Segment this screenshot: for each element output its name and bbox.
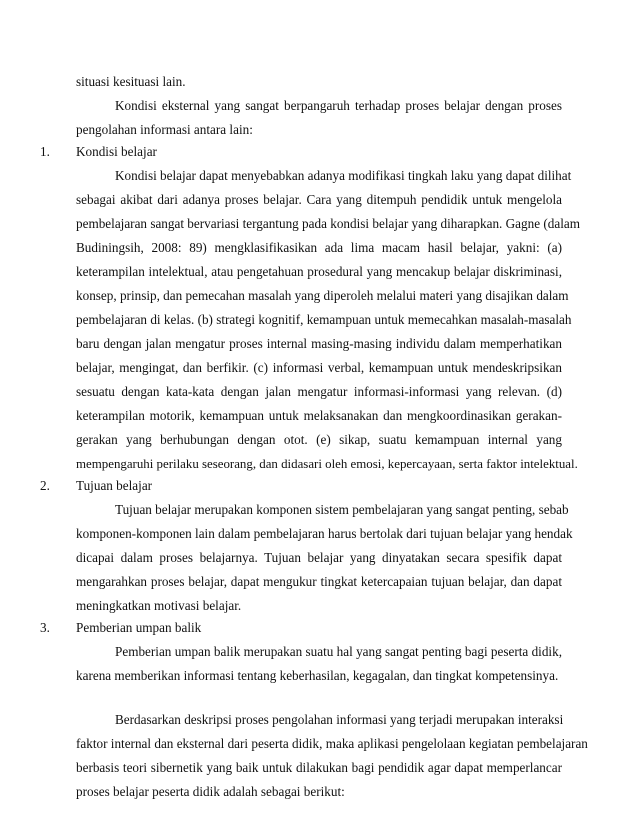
paragraph-line: keterampilan intelektual, atau pengetahuan prosedural yang mencakup belajar diskriminasi, bbox=[76, 264, 562, 279]
intro-line: pengolahan informasi antara lain: bbox=[76, 122, 253, 137]
closing-line: proses belajar peserta didik adalah sebagai berikut: bbox=[76, 784, 345, 799]
list-number: 1. bbox=[40, 144, 50, 159]
paragraph-line: sebagai akibat dari adanya proses belajar. Cara yang ditempuh pendidik untuk mengelola bbox=[76, 192, 562, 207]
paragraph-line: Budiningsih, 2008: 89) mengklasifikasikan ada lima macam hasil belajar, yakni: (a) bbox=[76, 240, 562, 255]
closing-line: faktor internal dan eksternal dari peserta didik, maka aplikasi pengelolaan kegiatan pembelajaran bbox=[76, 736, 588, 751]
closing-line: Berdasarkan deskripsi proses pengolahan informasi yang terjadi merupakan interaksi bbox=[115, 712, 564, 727]
paragraph-line: gerakan yang berhubungan dengan otot. (e) sikap, suatu kemampuan internal yang bbox=[76, 432, 562, 447]
section-heading: Tujuan belajar bbox=[76, 478, 153, 493]
paragraph-line: Tujuan belajar merupakan komponen sistem pembelajaran yang sangat penting, sebab bbox=[115, 502, 569, 517]
paragraph-line: sesuatu dengan kata-kata dengan jalan mengatur informasi-informasi yang relevan. (d) bbox=[76, 384, 562, 399]
paragraph-line: pembelajaran sangat bervariasi tergantung pada kondisi belajar yang diharapkan. Gagne (dalam bbox=[76, 216, 580, 231]
paragraph-line: komponen-komponen lain dalam pembelajaran harus bertolak dari tujuan belajar yang hendak bbox=[76, 526, 573, 541]
paragraph-line: Pemberian umpan balik merupakan suatu hal yang sangat penting bagi peserta didik, bbox=[115, 644, 562, 659]
paragraph-line: meningkatkan motivasi belajar. bbox=[76, 598, 242, 613]
paragraph-line: konsep, prinsip, dan pemecahan masalah yang diperoleh melalui materi yang disajikan dalam bbox=[76, 288, 569, 303]
paragraph-line: mempengaruhi perilaku seseorang, dan didasari oleh emosi, kepercayaan, serta faktor intelektual. bbox=[76, 457, 578, 471]
closing-line: berbasis teori sibernetik yang baik untuk dilakukan bagi pendidik agar dapat memperlancar bbox=[76, 760, 562, 775]
paragraph-line: dicapai dalam proses belajarnya. Tujuan belajar yang dinyatakan secara spesifik dapat bbox=[76, 550, 562, 565]
paragraph-line: pembelajaran di kelas. (b) strategi kognitif, kemampuan untuk memecahkan masalah-masalah bbox=[76, 312, 572, 327]
paragraph-line: belajar, mengingat, dan berfikir. (c) informasi verbal, kemampuan untuk mendeskripsikan bbox=[76, 360, 562, 375]
paragraph-line: Kondisi belajar dapat menyebabkan adanya modifikasi tingkah laku yang dapat dilihat bbox=[115, 168, 572, 183]
list-number: 2. bbox=[40, 478, 50, 493]
paragraph-line: keterampilan motorik, kemampuan untuk melaksanakan dan mengkoordinasikan gerakan- bbox=[76, 408, 562, 423]
section-heading: Kondisi belajar bbox=[76, 144, 157, 159]
paragraph-line: baru dengan jalan mengatur proses internal masing-masing individu dalam memperhatikan bbox=[76, 336, 562, 351]
paragraph-line: mengarahkan proses belajar, dapat mengukur tingkat ketercapaian tujuan belajar, dan dapat bbox=[76, 574, 562, 589]
list-number: 3. bbox=[40, 620, 50, 635]
intro-line: situasi kesituasi lain. bbox=[76, 74, 186, 89]
section-heading: Pemberian umpan balik bbox=[76, 620, 202, 635]
intro-paragraph-line: Kondisi eksternal yang sangat berpangaruh terhadap proses belajar dengan proses bbox=[115, 98, 562, 113]
paragraph-line: karena memberikan informasi tentang keberhasilan, kegagalan, dan tingkat kompetensinya. bbox=[76, 668, 559, 683]
